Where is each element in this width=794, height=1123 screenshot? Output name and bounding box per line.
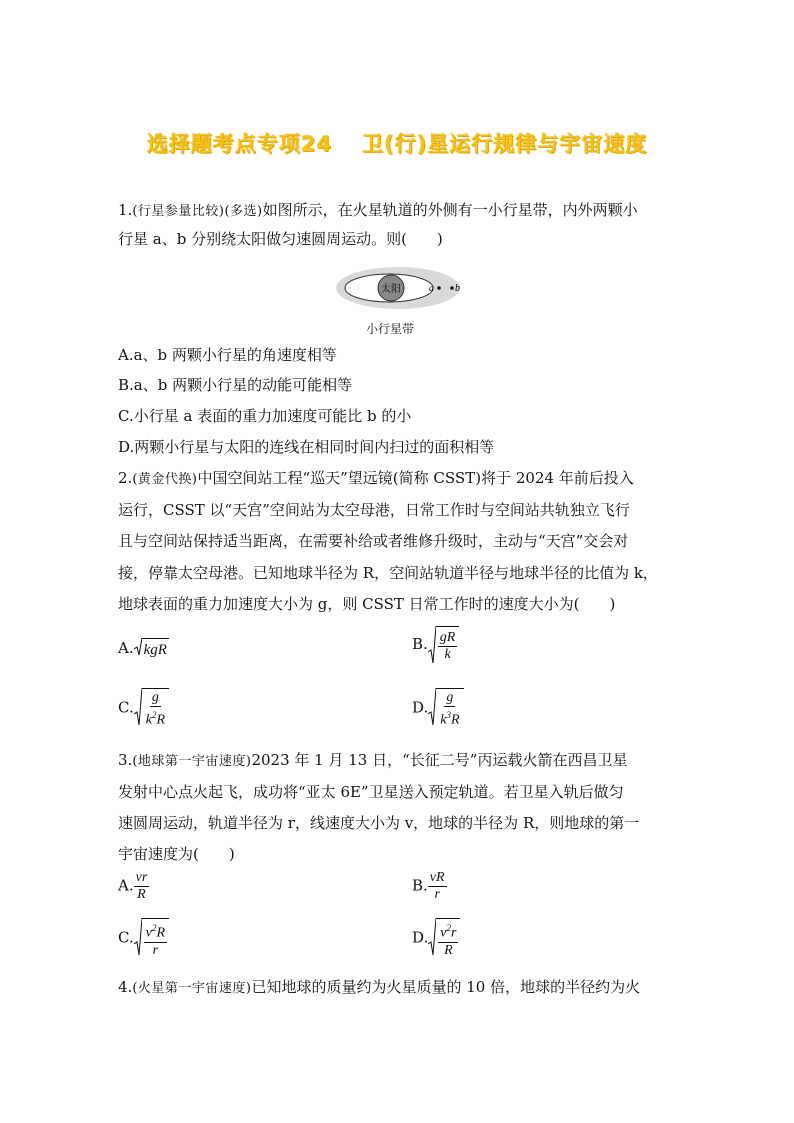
q3-option-b: B. $\frac{vR}{r}$ (412, 870, 445, 902)
q2-option-a: A. kgR (118, 639, 167, 658)
sqrt-icon: kgR (134, 638, 169, 660)
q3-line-4: 宇宙速度为( ) (118, 845, 235, 863)
q1-option-a: A.a、b 两颗小行星的角速度相等 (118, 346, 337, 364)
sun-label: 太阳 (381, 284, 401, 295)
q2-option-d: D. $\frac{g}{k^3R}$ (412, 688, 464, 729)
q3-line-3: 速圆周运动，轨道半径为 r，线速度大小为 v，地球的半径为 R，则地球的第一 (118, 814, 640, 832)
q3-tag: (地球第一宇宙速度) (132, 754, 252, 769)
q3-option-c: C. $\frac{v^2R}{r}$ (118, 918, 169, 959)
page-title: 选择题考点专项24 卫(行)星运行规律与宇宙速度 (146, 132, 648, 156)
q2-tag: (黄金代换) (132, 472, 198, 487)
q3-option-a: A. $\frac{vr}{R}$ (118, 870, 148, 902)
q1-option-c: C.小行星 a 表面的重力加速度可能比 b 的小 (118, 407, 412, 425)
q2-line-1: 2.(黄金代换)中国空间站工程“巡天”望远镜(简称 CSST)将于 2024 年前后投入 (118, 469, 634, 487)
planet-b-dot (450, 286, 454, 290)
q2-option-b: B. $\frac{gR}{k}$ (412, 626, 459, 664)
sqrt-icon: $\frac{gR}{k}$ (428, 626, 460, 664)
q1-number: 1. (118, 201, 133, 219)
q3-option-d: D. $\frac{v^2r}{R}$ (412, 918, 460, 959)
q1-stem-1: 如图所示，在火星轨道的外侧有一小行星带，内外两颗小 (262, 201, 638, 219)
planet-a-dot (437, 286, 441, 290)
q4-number: 4. (118, 978, 133, 996)
q2-line-2: 运行，CSST 以“天宫”空间站为太空母港，日常工作时与空间站共轨独立飞行 (118, 501, 630, 519)
q4-tag: (火星第一宇宙速度) (132, 981, 252, 996)
q1-option-b: B.a、b 两颗小行星的动能可能相等 (118, 376, 353, 394)
q2-option-c: C. $\frac{g}{k^2R}$ (118, 688, 169, 729)
sqrt-icon: $\frac{g}{k^2R}$ (134, 688, 169, 729)
sqrt-icon: $\frac{g}{k^3R}$ (428, 688, 463, 729)
q2-line-4: 接，停靠太空母港。已知地球半径为 R，空间站轨道半径与地球半径的比值为 k， (118, 564, 658, 582)
q3-number: 3. (118, 751, 133, 769)
q3-line-1: 3.(地球第一宇宙速度)2023 年 1 月 13 日，“长征二号”丙运载火箭在西昌卫星 (118, 751, 628, 769)
q4-line-1: 4.(火星第一宇宙速度)已知地球的质量约为火星质量的 10 倍，地球的半径约为火 (118, 978, 641, 996)
planet-b-label: b (455, 283, 460, 294)
planet-a-label: a (429, 283, 434, 294)
figure-caption: 小行星带 (366, 322, 415, 336)
q1-option-d: D.两颗小行星与太阳的连线在相同时间内扫过的面积相等 (118, 438, 495, 456)
sqrt-icon: $\frac{v^2r}{R}$ (428, 918, 460, 959)
asteroid-belt-diagram (333, 266, 463, 316)
q2-line-5: 地球表面的重力加速度大小为 g，则 CSST 日常工作时的速度大小为( ) (118, 595, 616, 613)
q3-line-2: 发射中心点火起飞，成功将“亚太 6E”卫星送入预定轨道。若卫星入轨后做匀 (118, 783, 624, 801)
sqrt-icon: $\frac{v^2R}{r}$ (134, 918, 169, 959)
q1-stem-2: 行星 a、b 分别绕太阳做匀速圆周运动。则( ) (118, 230, 443, 248)
q2-number: 2. (118, 469, 133, 487)
q1-line-1 (118, 200, 638, 222)
q2-line-3: 且与空间站保持适当距离，在需要补给或者维修升级时，主动与“天宫”交会对 (118, 532, 629, 550)
q1-tag: (行星参量比较)(多选) (132, 204, 263, 219)
